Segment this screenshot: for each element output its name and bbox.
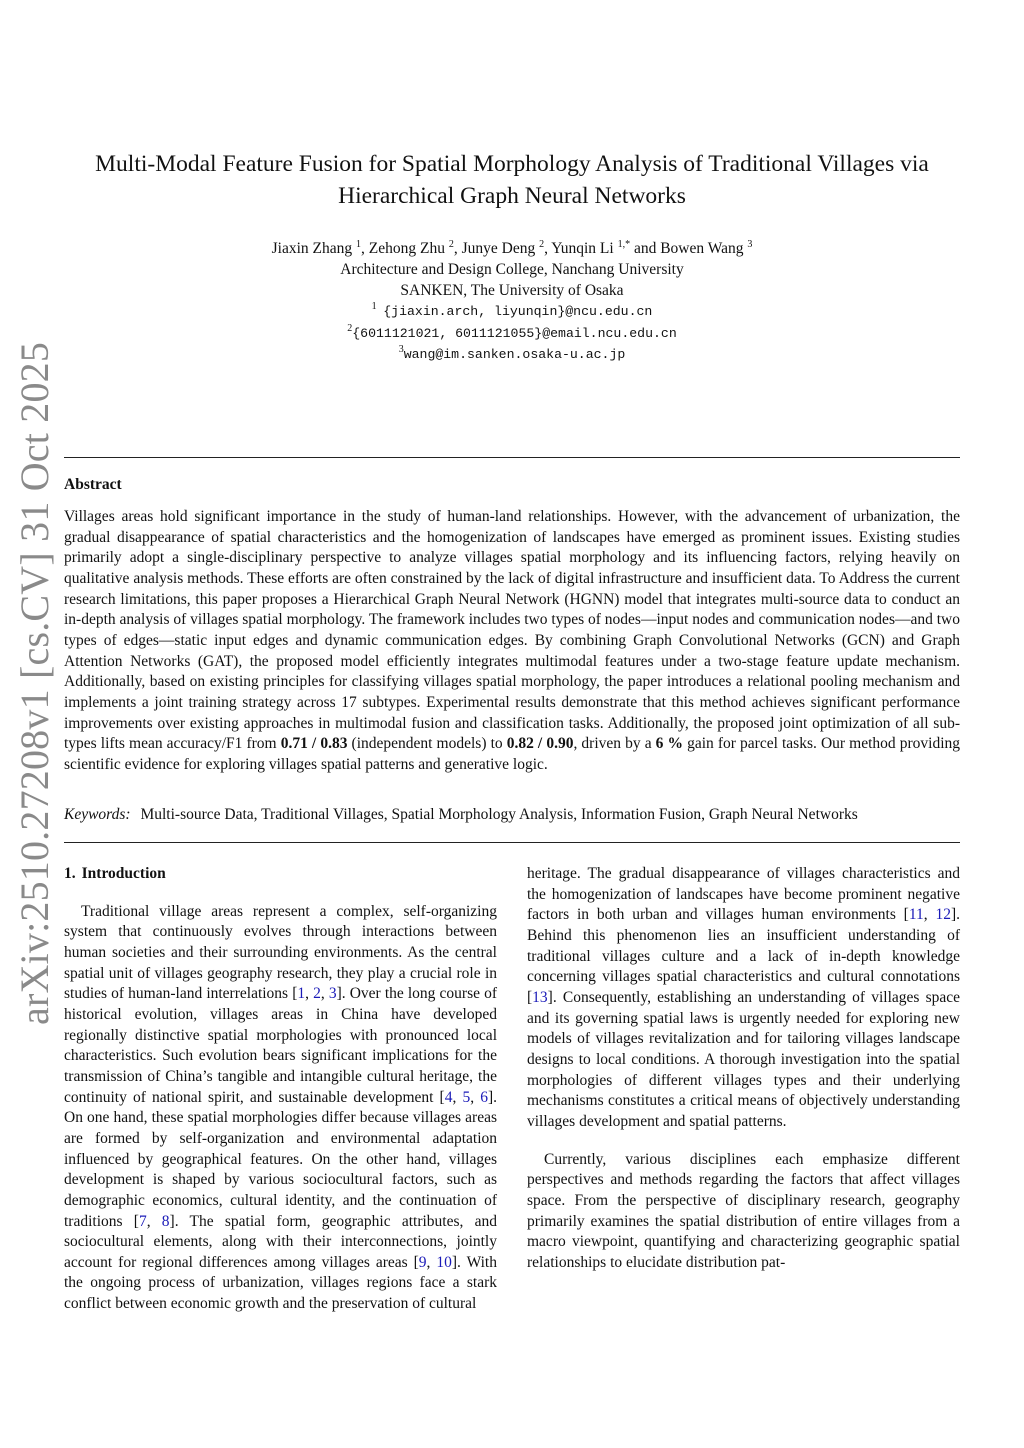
title-line-2: Hierarchical Graph Neural Networks (338, 183, 686, 209)
abstract-highlight: 6 % (655, 735, 684, 753)
citation-link[interactable]: 11 (908, 906, 924, 924)
affiliation-mark: 1 (371, 301, 377, 312)
arxiv-identifier: arXiv:2510.27208v1 [cs.CV] 31 Oct 2025 (12, 341, 57, 1025)
affiliation-mark: 2 (539, 239, 545, 250)
paper-title (64, 148, 960, 212)
author-name: , Zehong Zhu (361, 240, 445, 257)
citation-link[interactable]: 1 (297, 985, 306, 1003)
email-line (64, 344, 960, 366)
abstract-heading: Abstract (64, 476, 122, 493)
affiliation-mark: 1 (356, 239, 362, 250)
email-address: wang@im.sanken.osaka-u.ac.jp (403, 347, 626, 362)
email-address: {jiaxin.arch, liyunqin}@ncu.edu.cn (383, 304, 653, 319)
email-list (64, 301, 960, 366)
citation-separator: , (923, 906, 936, 924)
author-name: and Bowen Wang (630, 240, 744, 257)
author-name: Jiaxin Zhang (271, 240, 353, 257)
intro-paragraph-1-continued (527, 864, 960, 1133)
abstract-segment: , driven by a (573, 735, 656, 753)
email-line (64, 301, 960, 323)
email-address: {6011121021, 6011121055}@email.ncu.edu.cn (352, 325, 677, 341)
paragraph-segment: ]. Consequently, establishing an understanding of villages space and its governing spatial laws is urgently needed for exploring new models of villages revitalization and for tailoring villages landscape designs to local conditions. A thorough investigation into the spatial morphologies of different villages types and their underlying mechanisms constitutes a critical means of objectively understanding villages development and spatial patterns. (527, 988, 960, 1130)
citation-link[interactable]: 5 (462, 1088, 471, 1106)
section-title: Introduction (81, 865, 166, 882)
citation-separator: , (470, 1088, 481, 1106)
keywords-text: Multi-source Data, Traditional Villages, Spatial Morphology Analysis, Information Fusion, Graph Neural Networks (140, 806, 858, 823)
abstract-highlight: 0.82 / 0.90 (506, 735, 574, 753)
citation-separator: , (320, 985, 329, 1003)
affiliation-1: Architecture and Design College, Nanchang University (340, 261, 684, 278)
paragraph-segment: ]. Over the long course of historical evolution, villages areas in China have developed regionally distinctive spatial morphologies with pronounced local characteristics. Such evolution bears significant implications for the transmission of China’s tangible and intangible cultural heritage, the continuity of national spirit, and sustainable development [ (64, 985, 497, 1106)
affiliation-number: 1, (617, 239, 626, 250)
abstract-highlight: 0.71 / 0.83 (280, 735, 348, 753)
author-name: , Yunqin Li (544, 240, 614, 257)
citation-link[interactable]: 13 (532, 988, 548, 1006)
affiliation-mark: 3 (398, 344, 404, 355)
citation-separator: , (452, 1088, 463, 1106)
right-column (527, 864, 960, 1273)
affiliation-mark: 2 (347, 322, 353, 334)
top-rule (64, 457, 960, 458)
keywords (64, 806, 960, 824)
paragraph-segment: ]. The spatial form, geographic attributes, and sociocultural elements, along with their interconnections, jointly account for regional differences among villages areas [ (64, 1212, 498, 1271)
affiliation-mark (618, 239, 631, 250)
author-list (64, 238, 960, 259)
email-line (64, 323, 960, 345)
abstract-segment: Villages areas hold significant importance in the study of human-land relationships. However, with the advancement of urbanization, the gradual disappearance of spatial characteristics and the homogenization of landscapes have emerged as prominent issues. Existing studies primarily adopt a single-disciplinary perspective to analyze villages spatial morphology and its influencing factors, relying heavily on qualitative analysis methods. These efforts are often constrained by the lack of digital infrastructure and insufficient data. To Address the current research limitations, this paper proposes a Hierarchical Graph Neural Network (HGNN) model that integrates multi-source data to conduct an in-depth analysis of villages spatial morphology. The framework includes two types of nodes—input nodes and communication nodes—and two types of edges—static input edges and dynamic communication edges. By combining Graph Convolutional Networks (GCN) and Graph Attention Networks (GAT), the proposed model efficiently integrates multimodal features under a two-stage feature update mechanism. Additionally, based on existing principles for classifying villages spatial morphology, the paper introduces a relational pooling mechanism and implements a joint training strategy across 17 subtypes. Experimental results demonstrate that this method achieves significant performance improvements over existing approaches in multimodal fusion and classification tasks. Additionally, the proposed joint optimization of all sub-types lifts mean accuracy/F1 from (64, 508, 960, 753)
citation-link[interactable]: 6 (480, 1088, 488, 1106)
affiliation-mark: 2 (448, 239, 454, 250)
author-block (64, 238, 960, 366)
corresponding-mark: * (625, 239, 631, 250)
abstract-segment: (independent models) to (347, 735, 507, 753)
bottom-rule (64, 842, 960, 843)
intro-paragraph-2: Currently, various disciplines each emphasize different perspectives and methods regarding the factors that affect villages space. From the perspective of disciplinary research, geography primarily examines the spatial distribution of entire villages from a macro viewpoint, quantifying and characterizing geographic spatial relationships to elucidate distribution pat- (527, 1150, 960, 1271)
citation-link[interactable]: 8 (161, 1212, 170, 1230)
abstract-segment: gain for parcel tasks. Our method providing scientific evidence for exploring villages spatial patterns and generative logic. (64, 735, 961, 773)
citation-link[interactable]: 12 (935, 906, 951, 924)
paragraph-segment: ]. Behind this phenomenon lies an insufficient understanding of traditional villages culture and a lack of in-depth knowledge concerning villages spatial characteristics and cultural connotations [ (527, 906, 961, 1006)
paragraph-segment: heritage. The gradual disappearance of villages characteristics and the homogenization of landscapes have become prominent negative factors in both urban and villages human environments [ (527, 865, 960, 924)
intro-paragraph-1 (64, 902, 497, 1315)
section-number: 1. (64, 865, 76, 882)
section-heading (64, 864, 497, 885)
paragraph-segment: ]. With the ongoing process of urbanization, villages regions face a stark conflict between economic growth and the preservation of cultural (64, 1253, 497, 1313)
citation-link[interactable]: 10 (436, 1253, 452, 1271)
citation-link[interactable]: 3 (328, 985, 337, 1003)
author-name: , Junye Deng (453, 240, 536, 257)
left-column (64, 864, 497, 1315)
keywords-label: Keywords: (64, 806, 131, 823)
affiliation-mark: 3 (747, 239, 753, 250)
abstract-text (64, 507, 960, 776)
citation-separator: , (305, 985, 314, 1003)
citation-link[interactable]: 2 (313, 985, 321, 1003)
paragraph-segment: ]. On one hand, these spatial morphologies differ because villages areas are formed by self-organization and environmental adaptation influenced by geographical features. On the other hand, villages development is shaped by various sociocultural factors, such as demographic economics, cultural identity, and the continuation of traditions [ (64, 1088, 498, 1230)
citation-link[interactable]: 4 (444, 1088, 453, 1106)
citation-link[interactable]: 9 (418, 1253, 427, 1271)
citation-link[interactable]: 7 (138, 1212, 147, 1230)
paragraph-segment: Traditional village areas represent a complex, self-organizing system that continuously evolves through interactions between human societies and their surrounding environments. As the central spatial unit of villages geography research, they play a crucial role in studies of human-land interrelations [ (64, 902, 497, 1003)
citation-separator: , (426, 1253, 437, 1271)
affiliation-2: SANKEN, The University of Osaka (400, 282, 624, 299)
title-line-1: Multi-Modal Feature Fusion for Spatial Morphology Analysis of Traditional Villages via (95, 151, 929, 177)
citation-separator: , (146, 1212, 162, 1230)
